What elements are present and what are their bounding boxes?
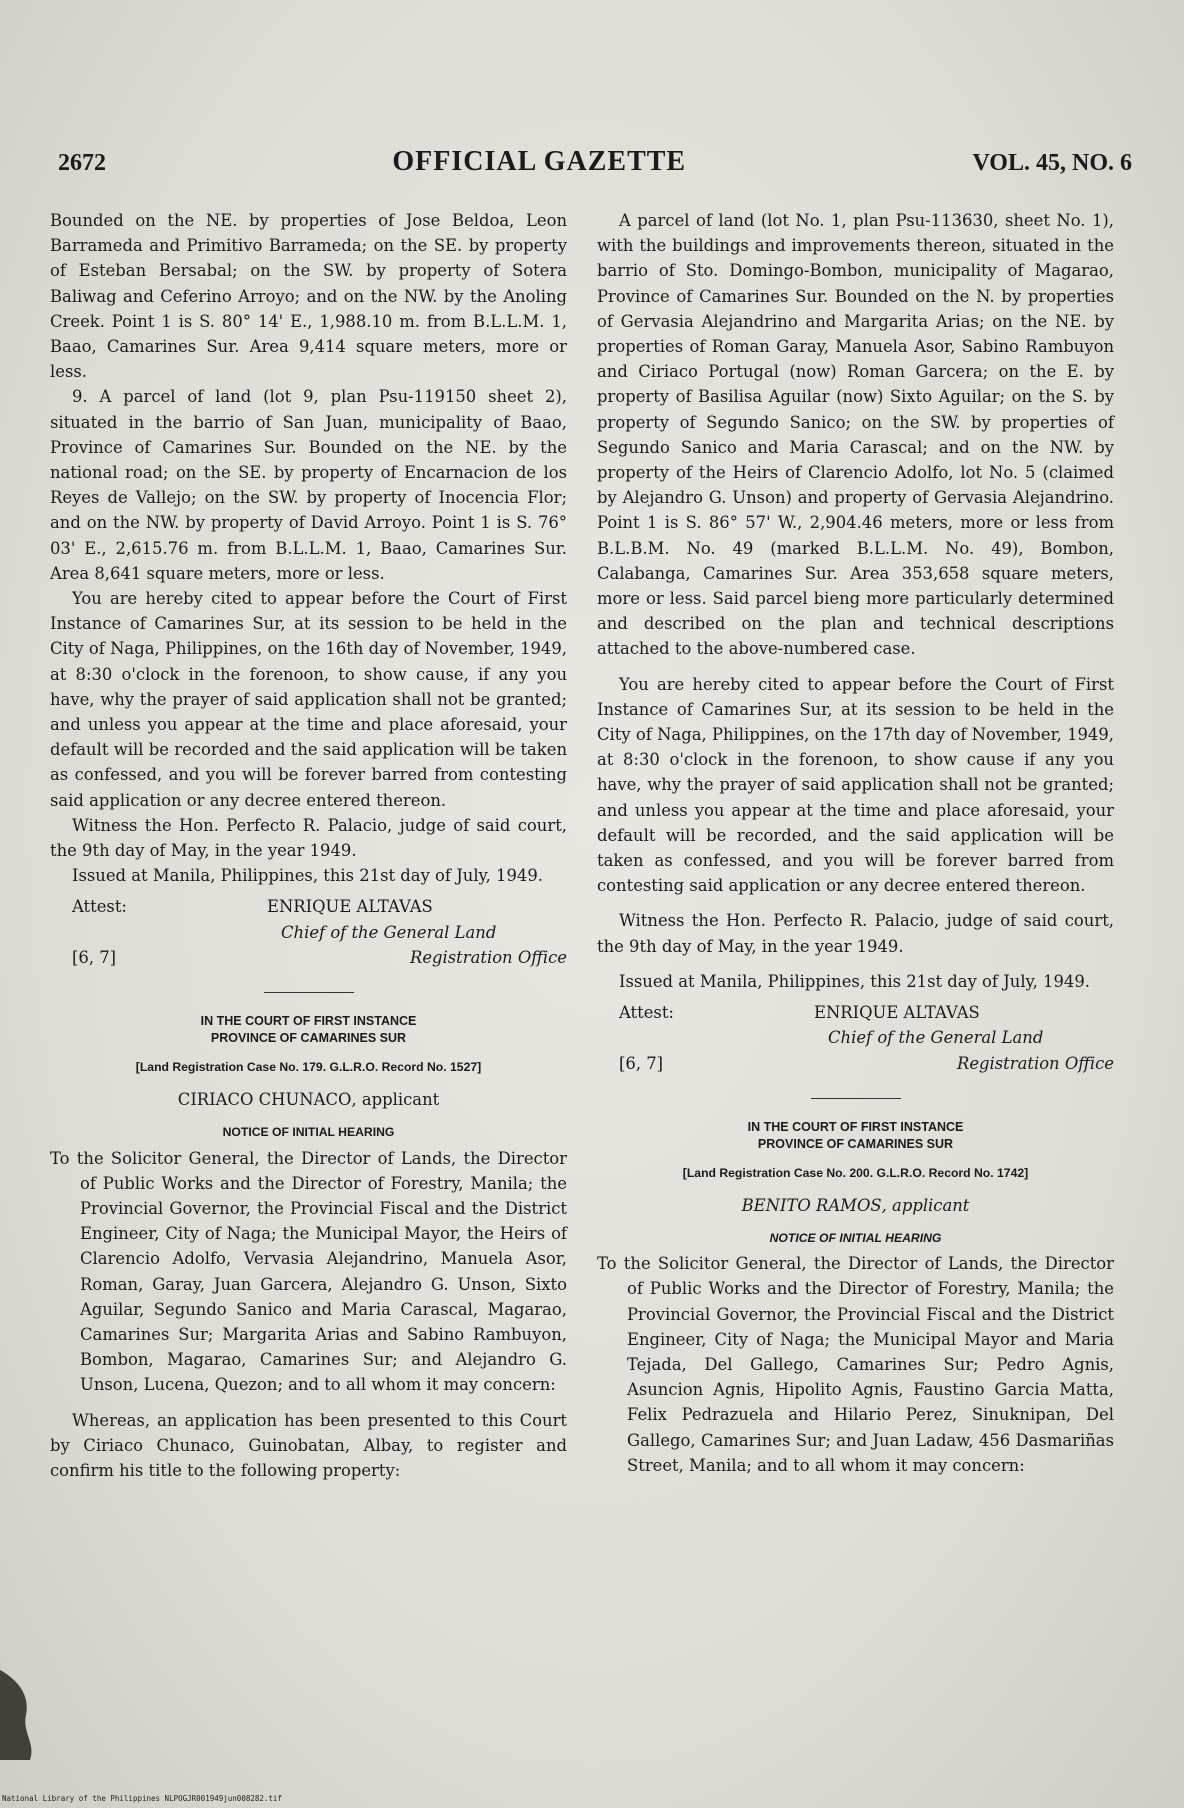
attestation (597, 1000, 1114, 1050)
signatory-office: Registration Office (409, 947, 567, 967)
applicant-name: BENITO RAMOS (741, 1195, 882, 1215)
notice-heading: NOTICE OF INITIAL HEARING (222, 1125, 395, 1140)
signatory-name: ENRIQUE ALTAVAS (814, 1003, 980, 1023)
case-number: [Land Registration Case No. 200. G.L.R.O. Record No. 1742] (682, 1165, 1029, 1180)
page-number: 2672 (58, 150, 106, 176)
volume-number: VOL. 45, NO. 6 (972, 150, 1132, 176)
signatory-title: Chief of the General Land (281, 922, 497, 942)
attest-label: Attest: (72, 897, 127, 917)
applicant-line: CIRIACO CHUNACO, applicant (177, 1090, 440, 1110)
left-column (50, 208, 567, 1483)
paragraph: Bounded on the NE. by properties of Jose Beldoa, Leon Barrameda and Primitivo Barrameda; on the SE. by property of Esteban Bersabal; on the SW. by property of Sotera Baliwag and Ceferino Arroyo; and on the NW. by the Anoling Creek. Point 1 is S. 80° 14' E., 1,988.10 m. from B.L.L.M. 1, Baao, Camarines Sur. Area 9,414 square meters, more or less. (50, 211, 567, 382)
notice-heading: NOTICE OF INITIAL HEARING (769, 1230, 942, 1245)
paragraph: Issued at Manila, Philippines, this 21st day of July, 1949. (72, 866, 543, 886)
paragraph: Witness the Hon. Perfecto R. Palacio, judge of said court, the 9th day of May, in the year 1949. (597, 911, 1114, 956)
applicant-name: CIRIACO CHUNACO (177, 1090, 352, 1110)
section-divider (811, 1098, 901, 1099)
page-header (58, 146, 1132, 178)
page-edge-mark (0, 1660, 48, 1760)
applicant-line: BENITO RAMOS, applicant (741, 1195, 970, 1215)
section-divider (264, 992, 354, 993)
issue-reference: [6, 7] (619, 1053, 664, 1073)
addressees: To the Solicitor General, the Director of Lands, the Director of Public Works and the Director of Forestry, Manila; the Provincial Governor, the Provincial Fiscal and the District Engineer, City of Naga; the Municipal Mayor, the Heirs of Clarencio Adolfo, Vervasia Alejandrino, Manuela Asor, Roman, Garay, Juan Garcera, Alejandro G. Unson, Sixto Aguilar, Segundo Sanico and Maria Carascal, Magarao, Camarines Sur; Margarita Arias and Sabino Rambuyon, Bombon, Magarao, Camarines Sur; and Alejandro G. Unson, Lucena, Quezon; and to all whom it may concern: (50, 1148, 567, 1395)
court-heading: IN THE COURT OF FIRST INSTANCE PROVINCE OF CAMARINES SUR (747, 1119, 964, 1151)
gazette-title: OFFICIAL GAZETTE (392, 146, 687, 177)
attestation (50, 894, 567, 944)
paragraph: 9. A parcel of land (lot 9, plan Psu-119150 sheet 2), situated in the barrio of San Juan, municipality of Baao, Province of Camarines Sur. Bounded on the NE. by the national road; on the SE. by property of Encarnacion de los Reyes de Vallejo; on the SW. by property of Inocencia Flor; and on the NW. by property of David Arroyo. Point 1 is S. 76° 03' E., 2,615.76 m. from B.L.L.M. 1, Baao, Camarines Sur. Area 8,641 square meters, more or less. (50, 387, 567, 583)
court-heading: IN THE COURT OF FIRST INSTANCE PROVINCE OF CAMARINES SUR (200, 1014, 417, 1046)
paragraph: A parcel of land (lot No. 1, plan Psu-113630, sheet No. 1), with the buildings and improvements thereon, situated in the barrio of Sto. Domingo-Bombon, municipality of Magarao, Province of Camarines Sur. Bounded on the N. by properties of Gervasia Alejandrino and Margarita Arias; on the NE. by properties of Roman Garay, Manuela Asor, Sabino Rambuyon and Ciriaco Portugal (now) Roman Garcera; on the E. by property of Basilisa Aguilar (now) Sixto Aguilar; on the S. by property of Segundo Sanico; on the SW. by properties of Segundo Sanico and Maria Carascal; and on the NW. by property of the Heirs of Clarencio Adolfo, lot No. 5 (claimed by Alejandro G. Unson) and property of Gervasia Alejandrino. Point 1 is S. 86° 57' W., 2,904.46 meters, more or less from B.L.B.M. No. 49 (marked B.L.L.M. No. 49), Bombon, Calabanga, Camarines Sur. Area 353,658 square meters, more or less. Said parcel bieng more particularly determined and described on the plan and technical descriptions attached to the above-numbered case. (597, 211, 1114, 659)
issue-reference: [6, 7] (72, 947, 117, 967)
scan-footer: National Library of the Philippines NLPOGJR001949jun008282.tif (2, 1794, 282, 1803)
paragraph: Whereas, an application has been presented to this Court by Ciriaco Chunaco, Guinobatan, Albay, to register and confirm his title to the following property: (50, 1410, 567, 1480)
addressees: To the Solicitor General, the Director of Lands, the Director of Public Works and the Director of Forestry, Manila; the Provincial Governor, the Provincial Fiscal and the District Engineer, City of Naga; the Municipal Mayor and Maria Tejada, Del Gallego, Camarines Sur; Pedro Agnis, Asuncion Agnis, Hipolito Agnis, Faustino Garcia Matta, Felix Pedrazuela and Hilario Perez, Sinuknipan, Del Gallego, Camarines Sur; and Juan Ladaw, 456 Dasmariñas Street, Manila; and to all whom it may concern: (597, 1254, 1114, 1475)
attest-label: Attest: (619, 1003, 674, 1023)
paragraph: You are hereby cited to appear before the Court of First Instance of Camarines Sur, at its session to be held in the City of Naga, Philippines, on the 17th day of November, 1949, at 8:30 o'clock in the forenoon, to show cause if any you have, why the prayer of said application shall not be granted; and unless you appear at the time and place aforesaid, your default will be recorded, and the said application will be taken as confessed, and you will be forever barred from contesting said application or any decree entered thereon. (597, 674, 1114, 896)
paragraph: You are hereby cited to appear before the Court of First Instance of Camarines Sur, at its session to be held in the City of Naga, Philippines, on the 16th day of November, 1949, at 8:30 o'clock in the forenoon, to show cause, if any you have, why the prayer of said application shall not be granted; and unless you appear at the time and place aforesaid, your default will be recorded and the said application will be taken as confessed, and you will be forever barred from contesting said application or any decree entered thereon. (50, 589, 567, 810)
signatory-title: Chief of the General Land (828, 1028, 1044, 1048)
right-column (597, 208, 1114, 1478)
signatory-name: ENRIQUE ALTAVAS (267, 897, 433, 917)
case-number: [Land Registration Case No. 179. G.L.R.O. Record No. 1527] (135, 1060, 482, 1075)
paragraph: Issued at Manila, Philippines, this 21st day of July, 1949. (619, 971, 1090, 991)
paragraph: Witness the Hon. Perfecto R. Palacio, judge of said court, the 9th day of May, in the year 1949. (50, 815, 567, 861)
signatory-office: Registration Office (956, 1053, 1114, 1073)
